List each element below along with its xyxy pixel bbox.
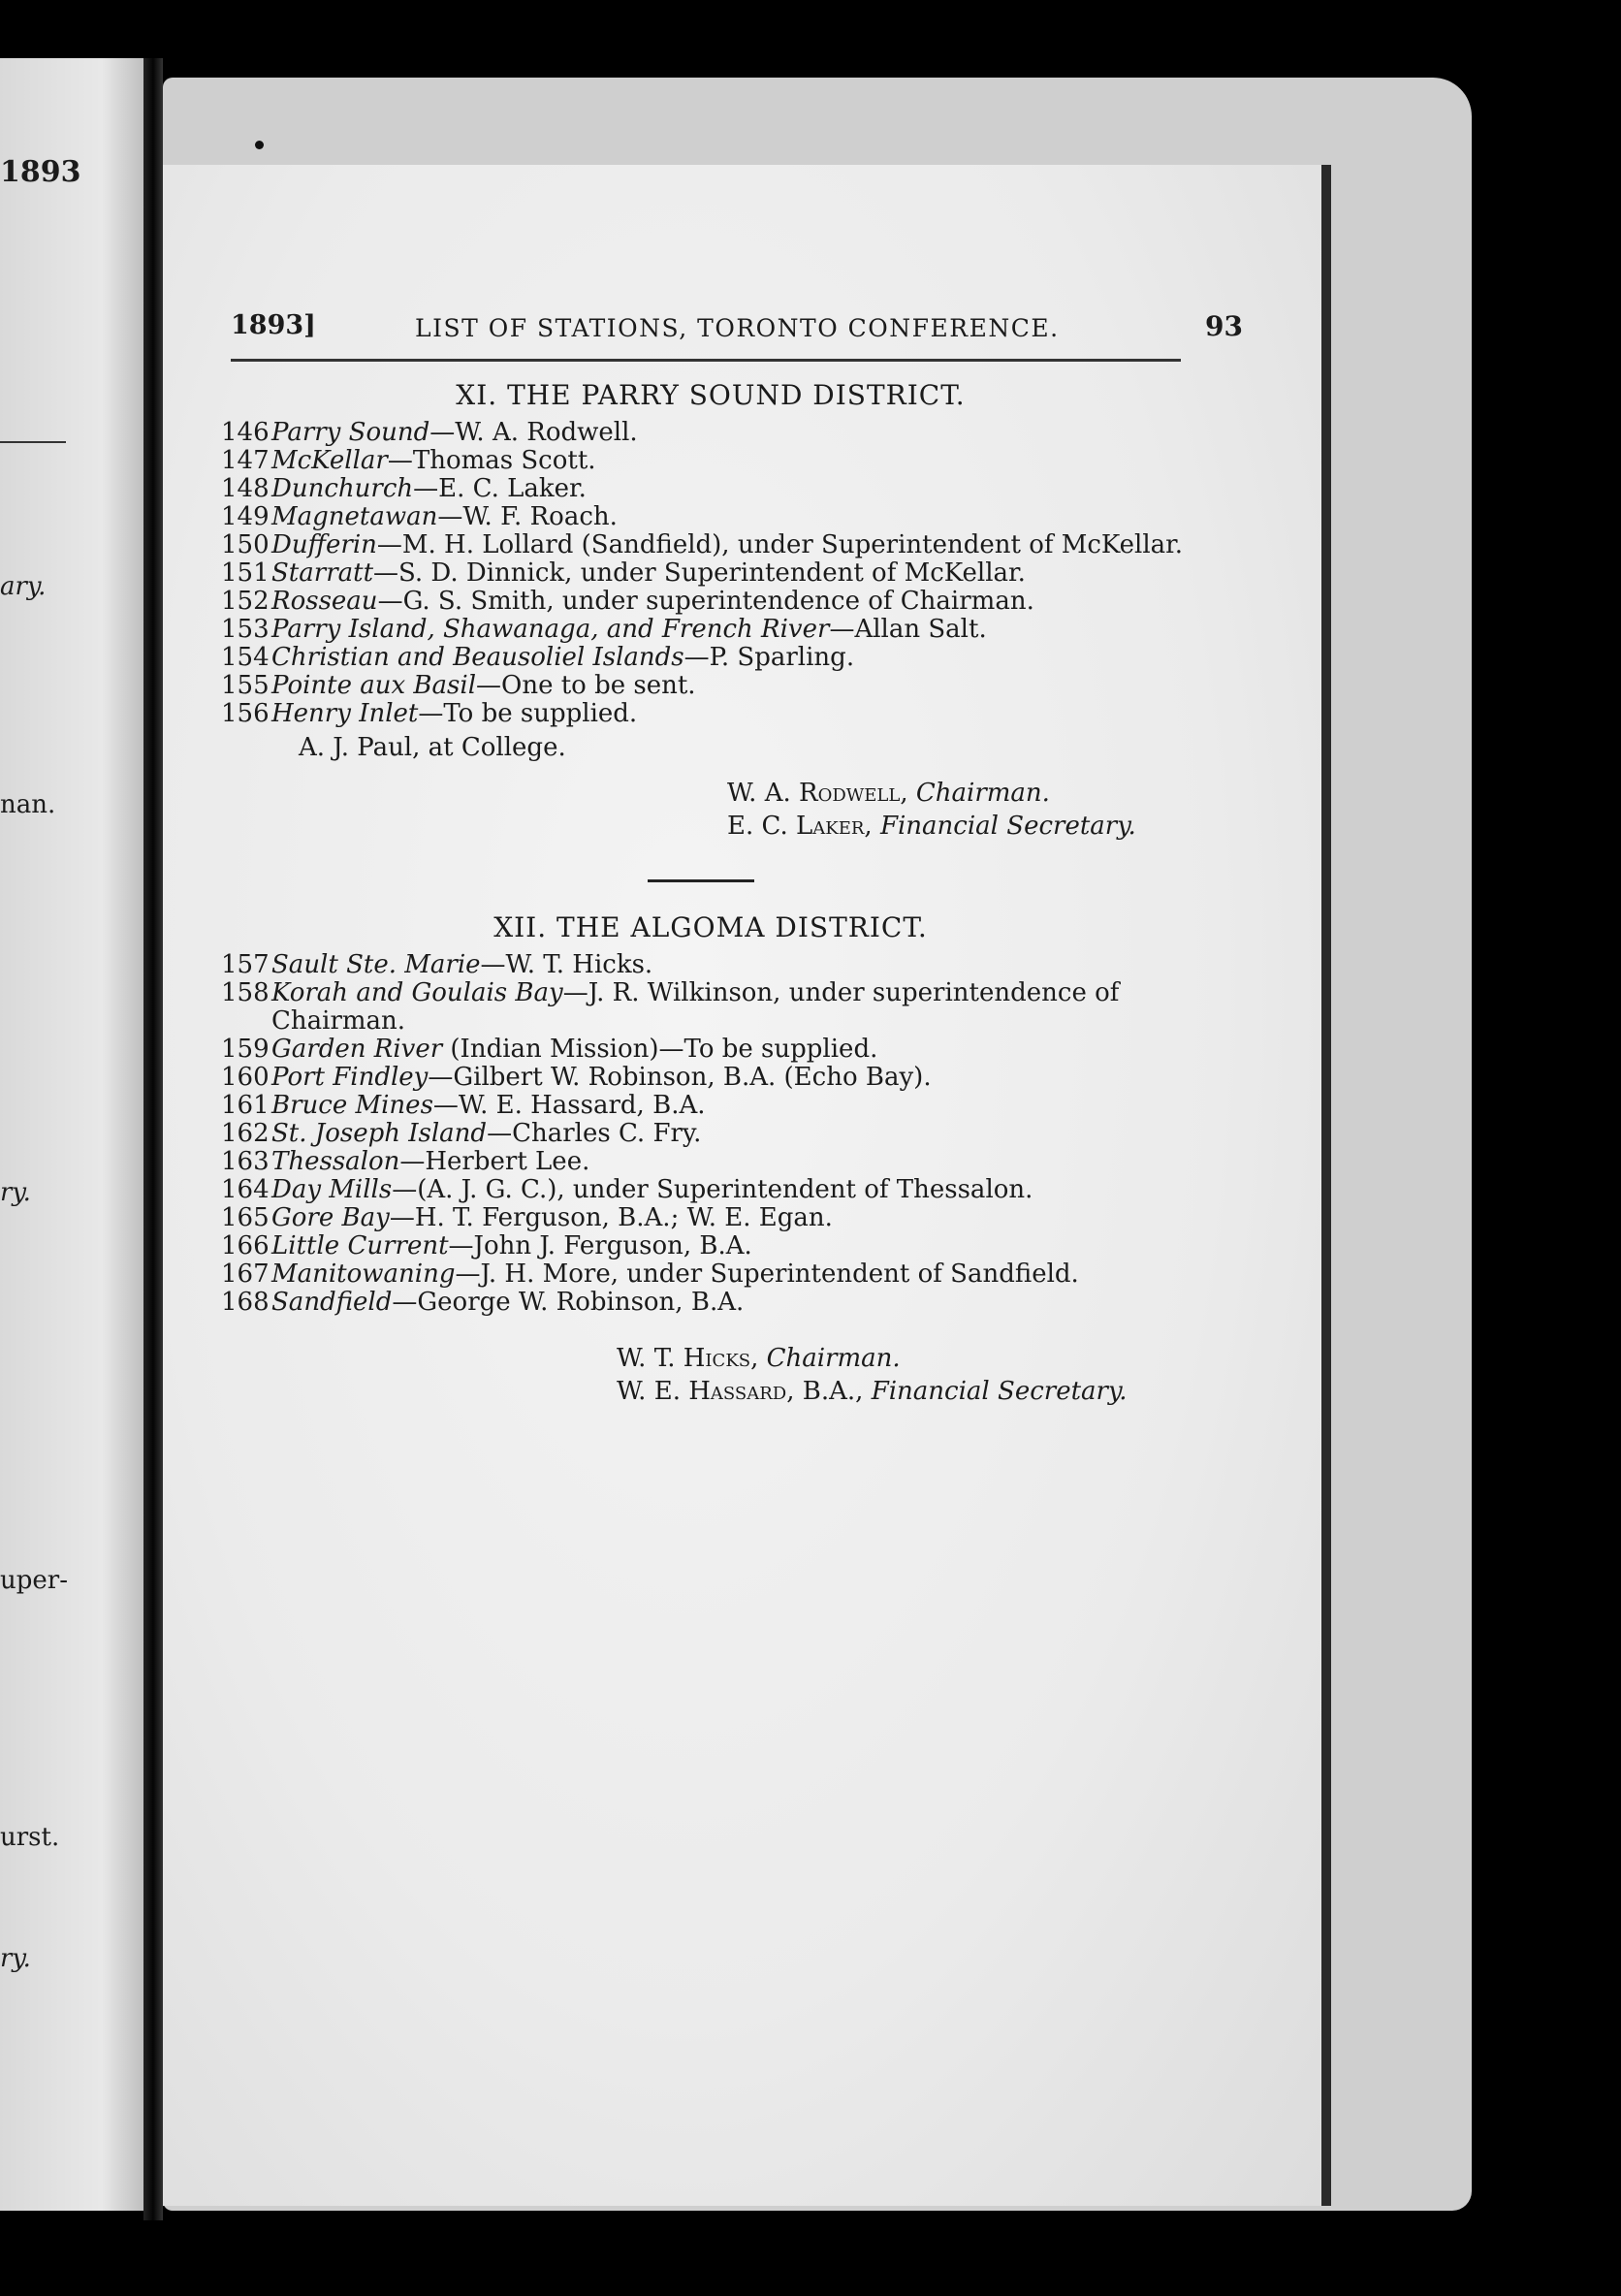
station-text — [271, 447, 1191, 475]
station-place: Pointe aux Basil — [271, 671, 477, 700]
station-number: 168 — [221, 1288, 270, 1317]
station-text — [271, 979, 1191, 1007]
station-text — [271, 531, 1191, 559]
previous-page — [0, 58, 145, 2211]
station-entry — [221, 1260, 1191, 1289]
officer-role: Chairman. — [915, 779, 1050, 808]
station-place: Little Current — [271, 1231, 449, 1260]
station-entry — [221, 419, 1191, 447]
station-number: 146 — [221, 418, 270, 447]
station-entry — [221, 1092, 1191, 1120]
station-text — [271, 1120, 1191, 1148]
station-number: 156 — [221, 699, 270, 728]
officer-line: W. E. Hassard, B.A., Financial Secretary. — [617, 1377, 1128, 1406]
station-number: 148 — [221, 474, 270, 503]
station-text — [271, 1148, 1191, 1176]
station-number: 163 — [221, 1147, 270, 1176]
station-assignment: —Gilbert W. Robinson, B.A. (Echo Bay). — [428, 1063, 932, 1092]
officer-name: W. E. Hassard — [617, 1377, 787, 1406]
station-text — [271, 503, 1191, 531]
officer-name: W. A. Rodwell — [727, 779, 901, 808]
station-place: St. Joseph Island — [271, 1119, 488, 1148]
station-text — [271, 419, 1191, 447]
station-list — [221, 951, 1191, 1317]
station-assignment: —Herbert Lee. — [399, 1147, 590, 1176]
station-entry — [221, 531, 1191, 559]
station-assignment: —J. H. More, under Superintendent of Sandfield. — [455, 1260, 1079, 1289]
station-place: Dufferin — [271, 530, 377, 559]
station-number: 167 — [221, 1260, 270, 1289]
station-entry — [221, 1064, 1191, 1092]
station-assignment: —H. T. Ferguson, B.A.; W. E. Egan. — [389, 1203, 833, 1232]
station-assignment: —(A. J. G. C.), under Superintendent of Thessalon. — [392, 1175, 1033, 1204]
station-entry — [221, 1232, 1191, 1260]
station-place: Parry Sound — [271, 418, 430, 447]
district-xii — [221, 911, 1191, 1408]
station-place: Garden River — [271, 1035, 443, 1064]
station-place: Port Findley — [271, 1063, 429, 1092]
station-assignment: —Charles C. Fry. — [487, 1119, 702, 1148]
station-entry — [221, 951, 1191, 979]
station-entry — [221, 1036, 1191, 1064]
station-number: 165 — [221, 1203, 270, 1232]
station-text — [271, 1204, 1191, 1232]
station-number: 152 — [221, 587, 270, 616]
station-text — [271, 475, 1191, 503]
officer-name: E. C. Laker — [727, 812, 865, 841]
station-assignment: —W. E. Hassard, B.A. — [432, 1091, 706, 1120]
previous-page-fragment: uper- — [0, 1566, 68, 1595]
station-assignment: —P. Sparling. — [683, 643, 855, 672]
station-entry — [221, 1289, 1191, 1317]
station-number: 164 — [221, 1175, 270, 1204]
station-place: Thessalon — [271, 1147, 400, 1176]
page-number: 93 — [1205, 310, 1243, 342]
station-number: 155 — [221, 671, 270, 700]
station-place: Manitowaning — [271, 1260, 456, 1289]
station-place: Magnetawan — [271, 502, 438, 531]
district-xi — [221, 379, 1191, 843]
station-assignment: —G. S. Smith, under superintendence of Chairman. — [377, 587, 1034, 616]
station-text — [271, 1092, 1191, 1120]
station-entry — [221, 700, 1191, 728]
previous-page-fragment: nan. — [0, 790, 56, 819]
station-text — [271, 559, 1191, 588]
officer-role: Financial Secretary. — [879, 812, 1136, 841]
district-officers — [221, 777, 1191, 843]
previous-page-fragment: ry. — [0, 1944, 31, 1973]
station-text — [271, 700, 1191, 728]
station-assignment: —George W. Robinson, B.A. — [392, 1288, 745, 1317]
station-text — [271, 616, 1191, 644]
running-head-year: 1893] — [231, 310, 316, 340]
district-officers — [221, 1342, 1191, 1408]
station-text — [271, 1036, 1191, 1064]
previous-page-fragment: 1893 — [0, 155, 81, 189]
book-page — [163, 165, 1331, 2206]
station-list — [221, 419, 1191, 728]
station-place: Parry Island, Shawanaga, and French River — [271, 615, 830, 644]
ink-speck — [255, 141, 264, 149]
station-assignment: —W. T. Hicks. — [480, 950, 653, 979]
officer-line: W. T. Hicks, Chairman. — [617, 1344, 901, 1373]
station-entry — [221, 644, 1191, 672]
station-entry — [221, 1204, 1191, 1232]
station-assignment: —One to be sent. — [476, 671, 696, 700]
station-text — [271, 1064, 1191, 1092]
station-assignment: —S. D. Dinnick, under Superintendent of McKellar. — [373, 558, 1026, 588]
station-place: Dunchurch — [271, 474, 414, 503]
station-text — [271, 672, 1191, 700]
officer-role: Financial Secretary. — [871, 1377, 1128, 1406]
station-place: Day Mills — [271, 1175, 393, 1204]
officer-role: Chairman. — [766, 1344, 901, 1373]
station-place: Rosseau — [271, 587, 378, 616]
station-text — [271, 588, 1191, 616]
station-text — [271, 1289, 1191, 1317]
station-assignment: —M. H. Lollard (Sandfield), under Superintendent of McKellar. — [376, 530, 1184, 559]
officer-degree: , B.A. — [786, 1377, 856, 1406]
station-entry — [221, 672, 1191, 700]
station-place: Christian and Beausoliel Islands — [271, 643, 684, 672]
section-divider — [648, 879, 754, 882]
station-text — [271, 1176, 1191, 1204]
station-place: Starratt — [271, 558, 374, 588]
book-gutter — [143, 58, 163, 2220]
station-place: McKellar — [271, 446, 388, 475]
station-text — [271, 644, 1191, 672]
station-number: 162 — [221, 1119, 270, 1148]
running-head — [221, 310, 1243, 349]
station-number: 149 — [221, 502, 270, 531]
previous-page-rule — [0, 441, 66, 443]
station-entry — [221, 1176, 1191, 1204]
station-number: 151 — [221, 558, 270, 588]
district-title: XII. THE ALGOMA DISTRICT. — [493, 911, 928, 943]
station-text — [271, 1232, 1191, 1260]
district-note: A. J. Paul, at College. — [299, 733, 566, 762]
station-entry — [221, 1148, 1191, 1176]
station-place: Korah and Goulais Bay — [271, 978, 563, 1007]
station-text — [271, 951, 1191, 979]
station-number: 160 — [221, 1063, 270, 1092]
station-assignment: —J. R. Wilkinson, under superintendence of — [562, 978, 1120, 1007]
station-place: Henry Inlet — [271, 699, 419, 728]
station-number: 158 — [221, 978, 270, 1007]
officer-name: W. T. Hicks — [617, 1344, 751, 1373]
station-place: Sandfield — [271, 1288, 393, 1317]
previous-page-fragment: ry. — [0, 1178, 31, 1207]
running-head-title: LIST OF STATIONS, TORONTO CONFERENCE. — [415, 314, 1060, 342]
station-assignment: —E. C. Laker. — [413, 474, 587, 503]
station-number: 150 — [221, 530, 270, 559]
station-assignment: —Thomas Scott. — [387, 446, 596, 475]
station-entry — [221, 447, 1191, 475]
station-entry — [221, 503, 1191, 531]
station-entry — [221, 588, 1191, 616]
station-assignment: —Allan Salt. — [829, 615, 987, 644]
station-entry — [221, 979, 1191, 1007]
station-entry — [221, 475, 1191, 503]
station-assignment: —To be supplied. — [418, 699, 638, 728]
station-number: 157 — [221, 950, 270, 979]
station-assignment: —W. A. Rodwell. — [429, 418, 638, 447]
page-content — [221, 310, 1243, 1408]
station-number: 147 — [221, 446, 270, 475]
station-entry — [221, 559, 1191, 588]
station-assignment: (Indian Mission)—To be supplied. — [442, 1035, 878, 1064]
station-number: 159 — [221, 1035, 270, 1064]
officer-line: W. A. Rodwell, Chairman. — [727, 779, 1050, 808]
station-entry — [221, 616, 1191, 644]
station-place: Gore Bay — [271, 1203, 390, 1232]
station-text — [271, 1260, 1191, 1289]
station-number: 166 — [221, 1231, 270, 1260]
station-place: Bruce Mines — [271, 1091, 433, 1120]
header-rule — [231, 359, 1181, 362]
station-place: Sault Ste. Marie — [271, 950, 481, 979]
station-continuation: Chairman. — [271, 1006, 406, 1036]
station-number: 154 — [221, 643, 270, 672]
previous-page-fragment: urst. — [0, 1823, 60, 1852]
officer-line: E. C. Laker, Financial Secretary. — [727, 812, 1136, 841]
district-title: XI. THE PARRY SOUND DISTRICT. — [456, 379, 966, 411]
previous-page-fragment: ary. — [0, 572, 47, 601]
station-entry — [221, 1120, 1191, 1148]
station-number: 161 — [221, 1091, 270, 1120]
station-assignment: —W. F. Roach. — [437, 502, 618, 531]
station-assignment: —John J. Ferguson, B.A. — [448, 1231, 752, 1260]
station-number: 153 — [221, 615, 270, 644]
